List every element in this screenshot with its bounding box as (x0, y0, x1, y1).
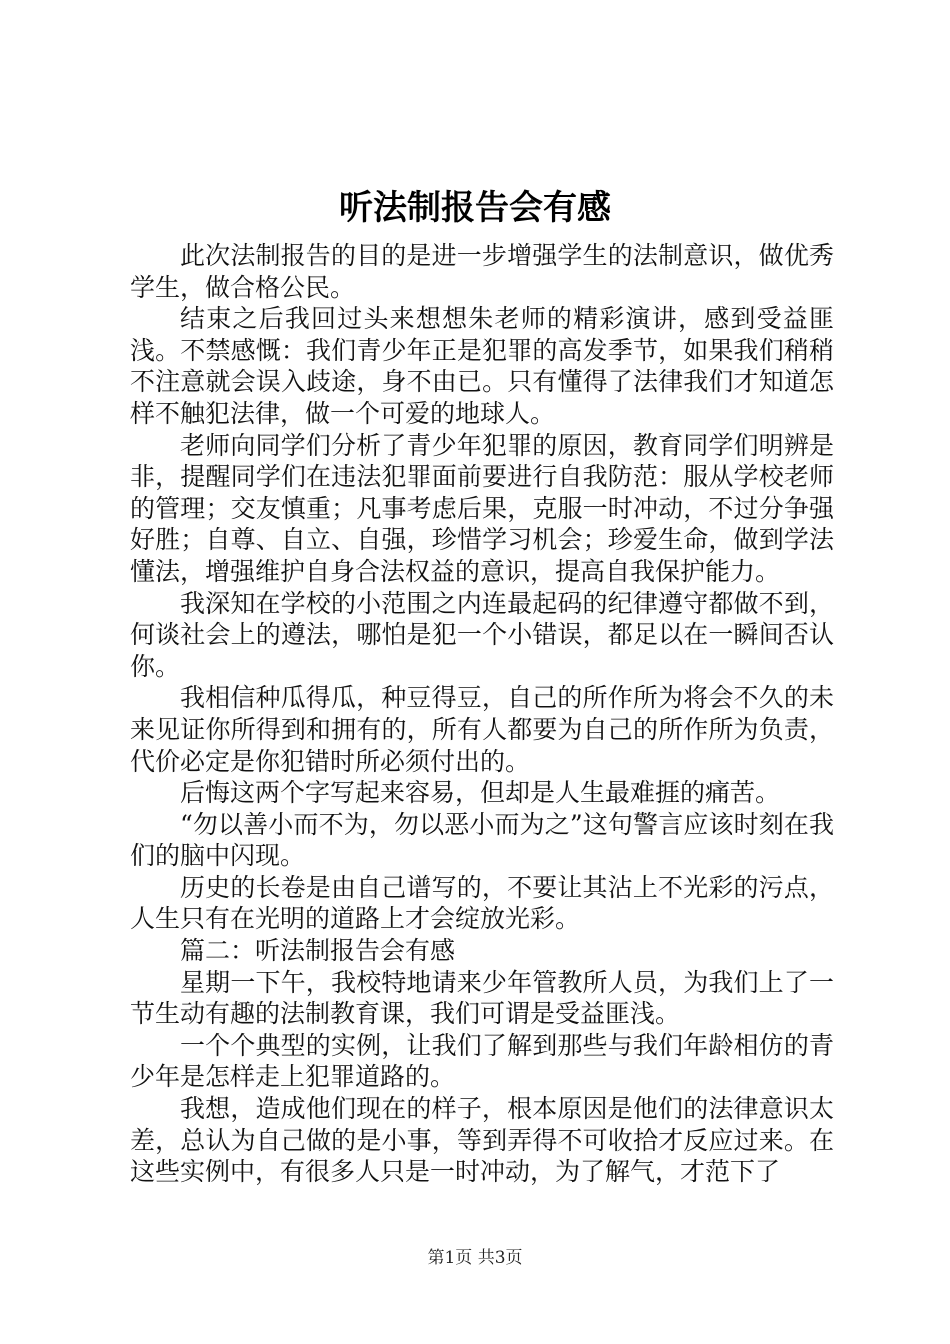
paragraph: 我想，造成他们现在的样子，根本原因是他们的法律意识太差，总认为自己做的是小事，等到弄得不可收拾才反应过来。在这些实例中，有很多人只是一时冲动，为了解气，才范下了 (130, 1094, 834, 1187)
paragraph: 我深知在学校的小范围之内连最起码的纪律遵守都做不到，何谈社会上的遵法，哪怕是犯一个小错误，都足以在一瞬间否认你。 (130, 588, 834, 681)
paragraph: “勿以善小而不为，勿以恶小而为之”这句警言应该时刻在我们的脑中闪现。 (130, 809, 834, 871)
paragraph: 一个个典型的实例，让我们了解到那些与我们年龄相仿的青少年是怎样走上犯罪道路的。 (130, 1030, 834, 1092)
paragraph: 后悔这两个字写起来容易，但却是人生最难捱的痛苦。 (180, 778, 781, 808)
page-footer: 第1页 共3页 (427, 1248, 523, 1268)
paragraph: 老师向同学们分析了青少年犯罪的原因，教育同学们明辨是非，提醒同学们在违法犯罪面前要进行自我防范：服从学校老师的管理；交友慎重；凡事考虑后果，克服一时冲动，不过分争强好胜；自尊、自立、自强，珍惜学习机会；珍爱生命，做到学法懂法，增强维护自身合法权益的意识，提高自我保护能力。 (130, 430, 834, 586)
paragraph: 我相信种瓜得瓜，种豆得豆，自己的所作所为将会不久的未来见证你所得到和拥有的，所有人都要为自己的所作所为负责，代价必定是你犯错时所必须付出的。 (130, 683, 834, 776)
document-title: 听法制报告会有感 (339, 188, 611, 228)
paragraph: 结束之后我回过头来想想朱老师的精彩演讲，感到受益匪浅。不禁感慨：我们青少年正是犯罪的高发季节，如果我们稍稍不注意就会误入歧途，身不由已。只有懂得了法律我们才知道怎样不触犯法律，做一个可爱的地球人。 (130, 304, 834, 428)
paragraph: 星期一下午，我校特地请来少年管教所人员，为我们上了一节生动有趣的法制教育课，我们可谓是受益匪浅。 (130, 967, 834, 1029)
paragraph: 此次法制报告的目的是进一步增强学生的法制意识，做优秀学生，做合格公民。 (130, 241, 834, 302)
document-body (130, 240, 834, 1188)
section-heading: 篇二：听法制报告会有感 (180, 936, 456, 966)
paragraph: 历史的长卷是由自己谱写的，不要让其沾上不光彩的污点，人生只有在光明的道路上才会绽放光彩。 (130, 872, 834, 934)
